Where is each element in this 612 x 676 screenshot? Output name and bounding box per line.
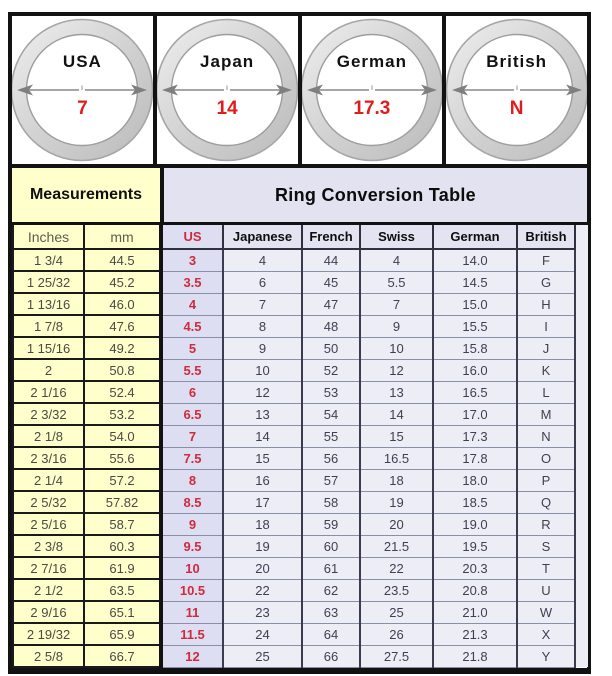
table-cell: 14.5 — [433, 271, 517, 293]
table-cell: 23.5 — [360, 579, 433, 601]
conversion-table — [12, 222, 588, 668]
table-cell: 19.0 — [433, 513, 517, 535]
table-cell: 21.8 — [433, 645, 517, 667]
table-cell: 18 — [360, 469, 433, 491]
filler-cell — [575, 271, 588, 293]
table-cell: 58 — [302, 491, 360, 513]
filler-cell — [575, 513, 588, 535]
conversion-table-title: Ring Conversion Table — [164, 168, 587, 222]
table-cell: 65.1 — [84, 601, 161, 623]
table-cell: 61 — [302, 557, 360, 579]
column-header-inches: Inches — [13, 224, 84, 250]
table-cell: 2 19/32 — [13, 623, 84, 645]
filler-cell — [575, 315, 588, 337]
table-cell: 25 — [360, 601, 433, 623]
table-cell: 19 — [360, 491, 433, 513]
table-cell: 9 — [223, 337, 302, 359]
table-cell: 12 — [161, 645, 223, 667]
table-cell: 10 — [360, 337, 433, 359]
table-cell: 15.8 — [433, 337, 517, 359]
table-row — [13, 491, 588, 513]
table-cell: 2 3/8 — [13, 535, 84, 557]
ring-size-value: N — [509, 98, 524, 119]
column-header-mm: mm — [84, 224, 161, 250]
table-cell: 4 — [223, 249, 302, 271]
table-cell: 3 — [161, 249, 223, 271]
table-cell: 54.0 — [84, 425, 161, 447]
table-cell: 47 — [302, 293, 360, 315]
ring-panel-japan — [157, 16, 302, 164]
ring-country-label: German — [336, 52, 407, 71]
table-cell: 50 — [302, 337, 360, 359]
column-header-japanese: Japanese — [223, 224, 302, 250]
table-cell: 54 — [302, 403, 360, 425]
table-cell: 1 3/4 — [13, 249, 84, 271]
table-cell: 55 — [302, 425, 360, 447]
table-cell: 26 — [360, 623, 433, 645]
table-cell: 5.5 — [360, 271, 433, 293]
filler-cell — [575, 535, 588, 557]
table-cell: 10 — [223, 359, 302, 381]
table-cell: N — [517, 425, 575, 447]
ring-panel-british — [446, 16, 587, 164]
table-cell: 63 — [302, 601, 360, 623]
table-cell: 8 — [223, 315, 302, 337]
table-cell: 64 — [302, 623, 360, 645]
table-cell: 2 5/16 — [13, 513, 84, 535]
table-cell: 19.5 — [433, 535, 517, 557]
filler-cell — [575, 293, 588, 315]
filler-cell — [575, 469, 588, 491]
table-cell: 60 — [302, 535, 360, 557]
ring-size-value: 7 — [77, 98, 88, 119]
table-cell: 10.5 — [161, 579, 223, 601]
table-row — [13, 403, 588, 425]
table-cell: 13 — [360, 381, 433, 403]
table-cell: 11.5 — [161, 623, 223, 645]
table-cell: Q — [517, 491, 575, 513]
table-cell: 12 — [360, 359, 433, 381]
table-cell: 2 — [13, 359, 84, 381]
filler-cell — [575, 403, 588, 425]
table-cell: 2 1/16 — [13, 381, 84, 403]
conversion-table-section — [8, 164, 591, 674]
measurements-title: Measurements — [12, 168, 164, 222]
table-cell: 2 1/4 — [13, 469, 84, 491]
table-cell: 47.6 — [84, 315, 161, 337]
table-cell: 23 — [223, 601, 302, 623]
table-cell: 17.0 — [433, 403, 517, 425]
table-cell: 21.5 — [360, 535, 433, 557]
table-cell: 44 — [302, 249, 360, 271]
table-cell: 17.8 — [433, 447, 517, 469]
table-body — [13, 249, 588, 667]
table-cell: 62 — [302, 579, 360, 601]
column-header-german: German — [433, 224, 517, 250]
table-row — [13, 249, 588, 271]
table-cell: 59 — [302, 513, 360, 535]
table-header-row — [13, 224, 588, 250]
table-cell: 20 — [223, 557, 302, 579]
column-header-british: British — [517, 224, 575, 250]
filler-cell — [575, 447, 588, 469]
table-cell: U — [517, 579, 575, 601]
table-row — [13, 601, 588, 623]
table-cell: 15.5 — [433, 315, 517, 337]
table-cell: L — [517, 381, 575, 403]
table-row — [13, 271, 588, 293]
ring-panel-german — [302, 16, 447, 164]
table-cell: 7 — [223, 293, 302, 315]
table-row — [13, 557, 588, 579]
filler-cell — [575, 557, 588, 579]
ring-icon — [446, 16, 587, 164]
table-cell: O — [517, 447, 575, 469]
table-cell: 13 — [223, 403, 302, 425]
table-cell: 8.5 — [161, 491, 223, 513]
table-cell: 7 — [360, 293, 433, 315]
ring-country-label: Japan — [200, 52, 255, 71]
table-cell: 12 — [223, 381, 302, 403]
table-cell: 24 — [223, 623, 302, 645]
table-cell: 58.7 — [84, 513, 161, 535]
table-cell: M — [517, 403, 575, 425]
table-row — [13, 337, 588, 359]
table-cell: 63.5 — [84, 579, 161, 601]
table-cell: 5.5 — [161, 359, 223, 381]
table-cell: 61.9 — [84, 557, 161, 579]
table-cell: 2 9/16 — [13, 601, 84, 623]
filler-cell — [575, 601, 588, 623]
table-cell: T — [517, 557, 575, 579]
filler-cell — [575, 425, 588, 447]
ring-icon — [157, 16, 302, 164]
table-title-band — [12, 168, 587, 222]
table-cell: 55.6 — [84, 447, 161, 469]
table-cell: 6.5 — [161, 403, 223, 425]
table-cell: 1 13/16 — [13, 293, 84, 315]
table-cell: W — [517, 601, 575, 623]
table-cell: 19 — [223, 535, 302, 557]
table-cell: 2 5/32 — [13, 491, 84, 513]
table-cell: 1 25/32 — [13, 271, 84, 293]
table-cell: 3.5 — [161, 271, 223, 293]
table-cell: 22 — [360, 557, 433, 579]
table-cell: 21.0 — [433, 601, 517, 623]
table-cell: H — [517, 293, 575, 315]
table-cell: 15 — [223, 447, 302, 469]
table-cell: 4 — [360, 249, 433, 271]
table-cell: 25 — [223, 645, 302, 667]
diameter-arrow-icon — [162, 85, 292, 96]
column-header-us: US — [161, 224, 223, 250]
table-cell: 14.0 — [433, 249, 517, 271]
table-cell: 44.5 — [84, 249, 161, 271]
table-cell: 15 — [360, 425, 433, 447]
table-row — [13, 623, 588, 645]
table-cell: 56 — [302, 447, 360, 469]
column-header-swiss: Swiss — [360, 224, 433, 250]
table-row — [13, 645, 588, 667]
table-row — [13, 447, 588, 469]
table-cell: 2 1/8 — [13, 425, 84, 447]
table-cell: 20.8 — [433, 579, 517, 601]
table-cell: 2 7/16 — [13, 557, 84, 579]
table-cell: 6 — [223, 271, 302, 293]
table-cell: 4.5 — [161, 315, 223, 337]
diameter-arrow-icon — [452, 85, 582, 96]
table-cell: 9.5 — [161, 535, 223, 557]
table-cell: 14 — [360, 403, 433, 425]
table-cell: 65.9 — [84, 623, 161, 645]
ring-country-label: British — [486, 52, 548, 71]
table-cell: 50.8 — [84, 359, 161, 381]
table-cell: 2 1/2 — [13, 579, 84, 601]
table-cell: 8 — [161, 469, 223, 491]
column-header-french: French — [302, 224, 360, 250]
table-cell: 2 3/32 — [13, 403, 84, 425]
table-cell: 60.3 — [84, 535, 161, 557]
table-cell: P — [517, 469, 575, 491]
table-cell: 9 — [161, 513, 223, 535]
table-cell: J — [517, 337, 575, 359]
table-cell: R — [517, 513, 575, 535]
table-cell: 57.2 — [84, 469, 161, 491]
table-cell: 1 7/8 — [13, 315, 84, 337]
table-cell: 48 — [302, 315, 360, 337]
table-cell: 57.82 — [84, 491, 161, 513]
diameter-arrow-icon — [307, 85, 437, 96]
table-cell: 27.5 — [360, 645, 433, 667]
table-cell: 5 — [161, 337, 223, 359]
table-cell: 14 — [223, 425, 302, 447]
filler-cell — [575, 337, 588, 359]
table-row — [13, 535, 588, 557]
filler-cell — [575, 359, 588, 381]
table-cell: 16 — [223, 469, 302, 491]
table-cell: 18.0 — [433, 469, 517, 491]
table-cell: 7 — [161, 425, 223, 447]
diameter-arrow-icon — [17, 85, 147, 96]
table-cell: 52 — [302, 359, 360, 381]
table-cell: 18 — [223, 513, 302, 535]
table-cell: 17.3 — [433, 425, 517, 447]
table-row — [13, 315, 588, 337]
table-cell: 11 — [161, 601, 223, 623]
table-cell: 4 — [161, 293, 223, 315]
table-cell: 7.5 — [161, 447, 223, 469]
table-cell: 66 — [302, 645, 360, 667]
table-cell: 45 — [302, 271, 360, 293]
table-cell: 57 — [302, 469, 360, 491]
table-cell: I — [517, 315, 575, 337]
table-cell: 53.2 — [84, 403, 161, 425]
table-cell: 49.2 — [84, 337, 161, 359]
table-cell: 6 — [161, 381, 223, 403]
ring-size-value: 14 — [216, 98, 238, 119]
ring-size-chart — [8, 12, 591, 674]
table-cell: 66.7 — [84, 645, 161, 667]
ring-icon — [12, 16, 157, 164]
filler-cell — [575, 491, 588, 513]
table-cell: F — [517, 249, 575, 271]
table-cell: 16.5 — [433, 381, 517, 403]
table-cell: 18.5 — [433, 491, 517, 513]
table-cell: 10 — [161, 557, 223, 579]
table-cell: 21.3 — [433, 623, 517, 645]
table-cell: 46.0 — [84, 293, 161, 315]
table-cell: K — [517, 359, 575, 381]
ring-country-label: USA — [62, 52, 102, 71]
ring-size-value: 17.3 — [353, 98, 391, 119]
table-cell: S — [517, 535, 575, 557]
filler-cell — [575, 645, 588, 667]
table-cell: 2 3/16 — [13, 447, 84, 469]
table-cell: 1 15/16 — [13, 337, 84, 359]
table-cell: 16.5 — [360, 447, 433, 469]
table-cell: G — [517, 271, 575, 293]
table-cell: 20 — [360, 513, 433, 535]
ring-icon — [302, 16, 447, 164]
filler-cell — [575, 579, 588, 601]
table-cell: 15.0 — [433, 293, 517, 315]
table-row — [13, 359, 588, 381]
table-cell: X — [517, 623, 575, 645]
table-row — [13, 513, 588, 535]
table-cell: 20.3 — [433, 557, 517, 579]
table-cell: 45.2 — [84, 271, 161, 293]
table-cell: 17 — [223, 491, 302, 513]
table-cell: Y — [517, 645, 575, 667]
table-row — [13, 381, 588, 403]
table-cell: 52.4 — [84, 381, 161, 403]
filler-cell — [575, 381, 588, 403]
table-row — [13, 425, 588, 447]
table-row — [13, 579, 588, 601]
table-cell: 2 5/8 — [13, 645, 84, 667]
table-row — [13, 293, 588, 315]
filler-cell — [575, 224, 588, 250]
table-row — [13, 469, 588, 491]
filler-cell — [575, 623, 588, 645]
filler-cell — [575, 249, 588, 271]
table-cell: 22 — [223, 579, 302, 601]
table-cell: 9 — [360, 315, 433, 337]
ring-panel-usa — [12, 16, 157, 164]
table-cell: 53 — [302, 381, 360, 403]
ring-illustrations — [8, 12, 591, 164]
table-cell: 16.0 — [433, 359, 517, 381]
